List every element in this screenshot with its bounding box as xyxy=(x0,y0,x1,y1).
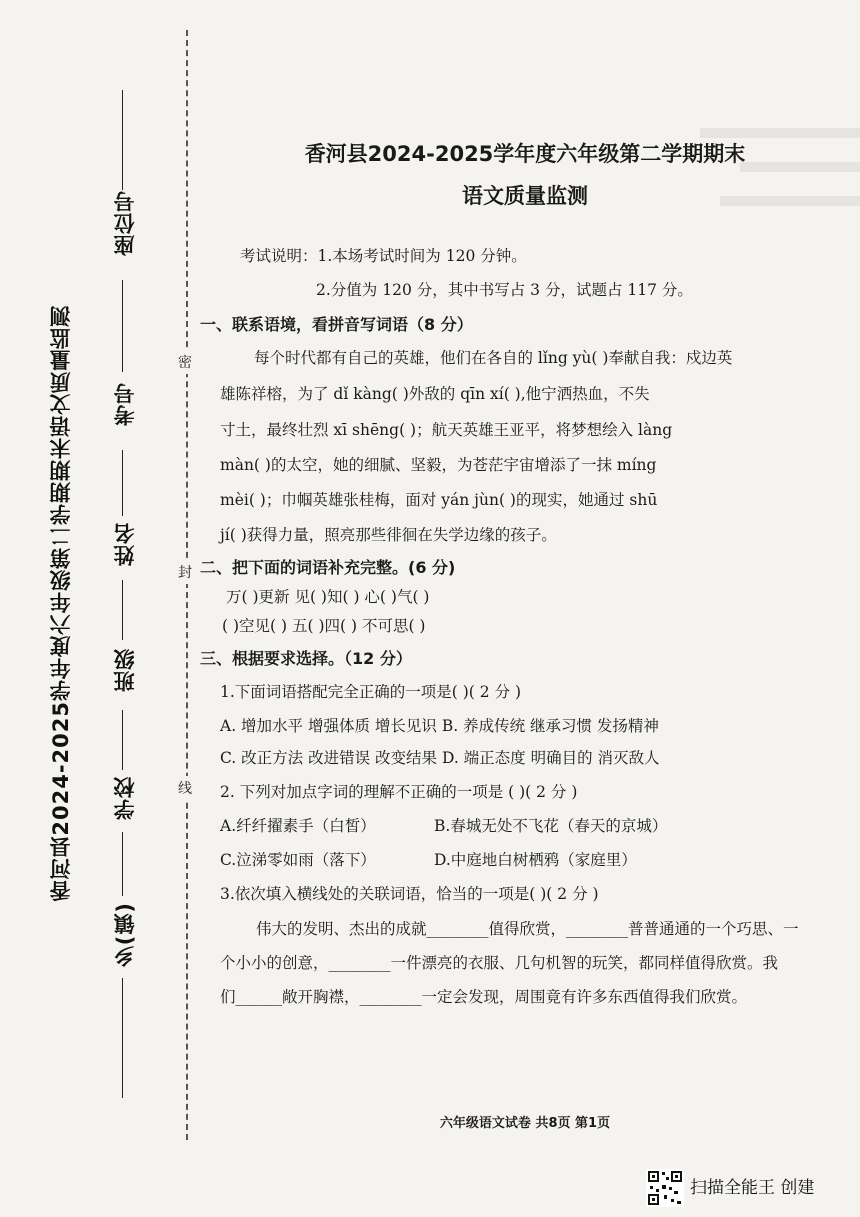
question-3-passage-line1: 伟大的发明、杰出的成就________值得欣赏，________普普通通的一个巧思、一 xyxy=(256,920,799,938)
question-3-passage-line2: 个小小的创意，________一件漂亮的衣服、几句机智的玩笑，都同样值得欣赏。我 xyxy=(220,954,779,972)
instructions xyxy=(240,244,527,266)
section2-heading: 二、把下面的词语补充完整。(6 分) xyxy=(200,558,456,577)
field-line xyxy=(122,580,123,640)
bleed-through-mark xyxy=(700,128,860,138)
field-line xyxy=(122,280,123,372)
field-line xyxy=(122,90,123,190)
field-name: 姓名 xyxy=(113,522,137,566)
field-township: 乡(镇) xyxy=(113,902,137,968)
section1-line: màn( )的太空，她的细腻、坚毅，为苍茫宇宙增添了一抹 míng xyxy=(220,456,657,474)
section1-line: 雄陈祥榕，为了 dǐ kàng( )外敌的 qīn xí( ),他宁洒热血，不失 xyxy=(220,385,650,403)
side-exam-title: 香河县2024-2025学年度六年级第二学期期末语文质量监测 xyxy=(49,305,73,902)
question-2-option-b: B.春城无处不飞花（春天的京城） xyxy=(434,817,668,835)
section2-row1: 万( )更新 见( )知( ) 心( )气( ) xyxy=(226,588,430,606)
seal-char-mi: 密 xyxy=(178,350,192,374)
page-footer: 六年级语文试卷 共8页 第1页 xyxy=(439,1116,611,1131)
question-1-options-cd: C. 改正方法 改进错误 改变结果 D. 端正态度 明确目的 消灭敌人 xyxy=(220,749,660,767)
section1-line: 寸土，最终壮烈 xī shēng( )；航天英雄王亚平，将梦想绘入 làng xyxy=(220,421,673,439)
seal-char-feng: 封 xyxy=(178,560,192,584)
scanner-watermark: 扫描全能王 创建 xyxy=(690,1178,815,1198)
section3-heading: 三、根据要求选择。（12 分） xyxy=(200,649,412,668)
question-2-option-c: C.泣涕零如雨（落下） xyxy=(220,851,376,869)
instructions-item1: 1.本场考试时间为 120 分钟。 xyxy=(317,247,527,265)
question-2: 2. 下列对加点字词的理解不正确的一项是 ( )( 2 分 ) xyxy=(220,783,578,801)
exam-title-line2: 语文质量监测 xyxy=(462,184,588,208)
field-seat-number: 座位号 xyxy=(113,190,137,256)
section1-line: 每个时代都有自己的英雄，他们在各自的 lǐng yù( )奉献自我：戍边英 xyxy=(254,349,733,367)
field-exam-number: 考号 xyxy=(113,382,137,426)
field-line xyxy=(122,710,123,770)
seal-char-xian: 线 xyxy=(178,776,192,800)
section1-heading: 一、联系语境，看拼音写词语（8 分） xyxy=(200,315,473,334)
question-2-option-d: D.中庭地白树栖鸦（家庭里） xyxy=(434,851,637,869)
field-line xyxy=(122,832,123,896)
field-line xyxy=(122,978,123,1098)
field-line xyxy=(122,450,123,516)
seal-dashed-line xyxy=(186,30,188,1140)
question-3-passage-line3: 们______敞开胸襟，________一定会发现，周围竟有许多东西值得我们欣赏。 xyxy=(220,988,748,1006)
section1-line: jí( )获得力量，照亮那些徘徊在失学边缘的孩子。 xyxy=(220,526,557,544)
qr-code-icon xyxy=(646,1169,684,1207)
binding-strip xyxy=(36,120,156,1080)
section2-row2: ( )空见( ) 五( )四( ) 不可思( ) xyxy=(222,617,426,635)
exam-title-line1: 香河县2024-2025学年度六年级第二学期期末 xyxy=(304,142,746,166)
question-1: 1.下面词语搭配完全正确的一项是( )( 2 分 ) xyxy=(220,683,522,701)
instructions-label: 考试说明： xyxy=(240,247,318,265)
field-school: 学校 xyxy=(113,776,137,820)
section1-line: mèi( )；巾帼英雄张桂梅，面对 yán jùn( )的现实，她通过 shū xyxy=(220,491,658,509)
question-2-option-a: A.纤纤擢素手（白皙） xyxy=(220,817,376,835)
question-1-options-ab: A. 增加水平 增强体质 增长见识 B. 养成传统 继承习惯 发扬精神 xyxy=(220,717,659,735)
field-class: 班级 xyxy=(113,648,137,692)
instructions-item2: 2.分值为 120 分，其中书写占 3 分，试题占 117 分。 xyxy=(316,281,693,299)
question-3: 3.依次填入横线处的关联词语，恰当的一项是( )( 2 分 ) xyxy=(220,885,599,903)
